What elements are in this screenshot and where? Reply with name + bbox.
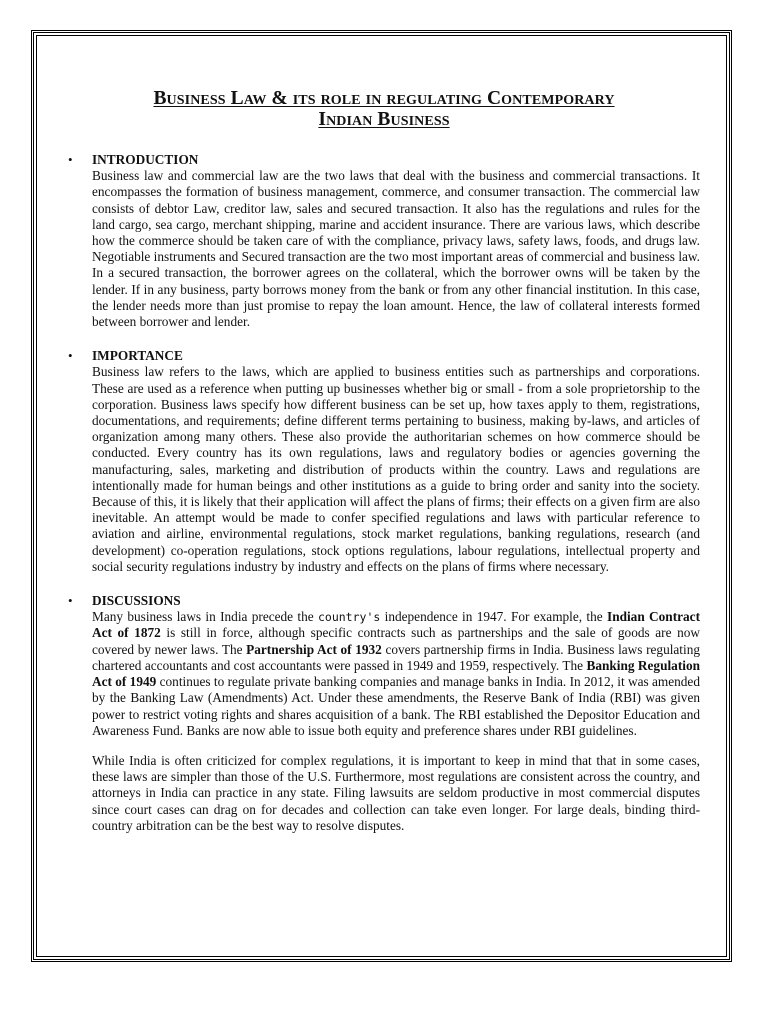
bullet-marker: • — [68, 348, 73, 364]
act-name-contract: Indian Contract Act of 1872 — [92, 609, 700, 641]
section-heading: INTRODUCTION — [92, 152, 199, 167]
bullet-marker: • — [68, 593, 73, 609]
text-run: country's — [317, 610, 381, 625]
act-name-banking: Banking Regulation Act of 1949 — [92, 657, 700, 690]
section-paragraph-1 — [92, 609, 700, 739]
section-heading: DISCUSSIONS — [92, 593, 181, 609]
section-discussions — [64, 593, 700, 834]
document-title — [60, 88, 708, 130]
text-run: is still in force, although specific contracts such as partnerships and the sale of goods are now covered by newer laws. The — [92, 625, 700, 657]
act-name-partnership: Partnership Act of 1932 — [246, 641, 382, 657]
section-paragraph: Business law and commercial law are the two laws that deal with the business and commercial transactions. It encompasses the formation of business management, commerce, and consumer transaction. The commercial law consists of debtor Law, creditor law, sales and secured transaction. It also has the regulations and rules for the land cargo, sea cargo, merchant shipping, marine and accident insurance. There are various laws, which describe how the commerce should be taken care of with the compliance, privacy laws, safety laws, foods, and drugs law. Negotiable instruments and Secured transaction are the two most important areas of commercial and business law. In a secured transaction, the borrower agrees on the collateral, which the borrower owns will be taken by the lender. If in any business, party borrows money from the bank or from any other financial institution. In this case, the lender needs more than just promise to repay the loan amount. Hence, the law of collateral interests formed between borrower and lender. — [92, 168, 700, 330]
text-run: Many business laws in India precede the — [92, 609, 318, 625]
section-importance — [64, 348, 700, 575]
text-run: covers partnership firms in India. Business laws regulating chartered accountants and cost accountants were passed in 1949 and 1959, respectively. The — [92, 641, 700, 673]
section-paragraph-2: While India is often criticized for complex regulations, it is important to keep in mind that that in some cases, these laws are simpler than those of the U.S. Furthermore, most regulations are consistent across the country, and attorneys in India can practice in any state. Filing lawsuits are seldom productive in most commercial disputes since court cases can drag on for decades and collection can take even longer. For large deals, binding third-country arbitration can be the best way to resolve disputes. — [92, 752, 700, 833]
text-run: independence in 1947. For example, the — [380, 609, 608, 625]
bullet-marker: • — [68, 152, 73, 167]
section-introduction — [64, 152, 700, 330]
section-heading: IMPORTANCE — [92, 348, 183, 364]
title-line-1: Business Law & its role in regulating Contemporary — [153, 88, 615, 109]
title-line-2: Indian Business — [318, 109, 450, 130]
section-paragraph: Business law refers to the laws, which are applied to business entities such as partnerships and corporations. These are used as a reference when putting up businesses whether big or small - from a sole proprietorship to the corporation. Business laws specify how different business can be set up, how taxes apply to them, registrations, documentations, and requirements; define different terms pertaining to business, making by-laws, and articles of organization among many others. These also provide the authoritarian schemes on how commerce should be conducted. Every country has its own regulations, laws and regulatory bodies or agencies governing the manufacturing, sales, marketing and distribution of products within the country. Laws and regulations are intentionally made for human beings and other institutions as a guide to bring order and sanity into the society. Because of this, it is likely that their application will affect the plans of firms; their effects on a given firm are also inevitable. An attempt would be made to confer specified regulations and laws with particular reference to aviation and airline, environmental regulations, stock market regulations, banking regulations, research (and development) co-operation regulations, stock options regulations, labour regulations, intellectual property and social security regulations industry by industry and effects on the plans of firms where necessary. — [92, 364, 700, 574]
document-body — [64, 152, 700, 834]
text-run: continues to regulate private banking companies and manage banks in India. In 2012, it was amended by the Banking Law (Amendments) Act. Under these amendments, the Reserve Bank of India (RBI) was given power to restrict voting rights and shares acquisition of a bank. The RBI established the Depositor Education and Awareness Fund. Banks are now able to issue both equity and preference shares under RBI guidelines. — [92, 674, 700, 738]
